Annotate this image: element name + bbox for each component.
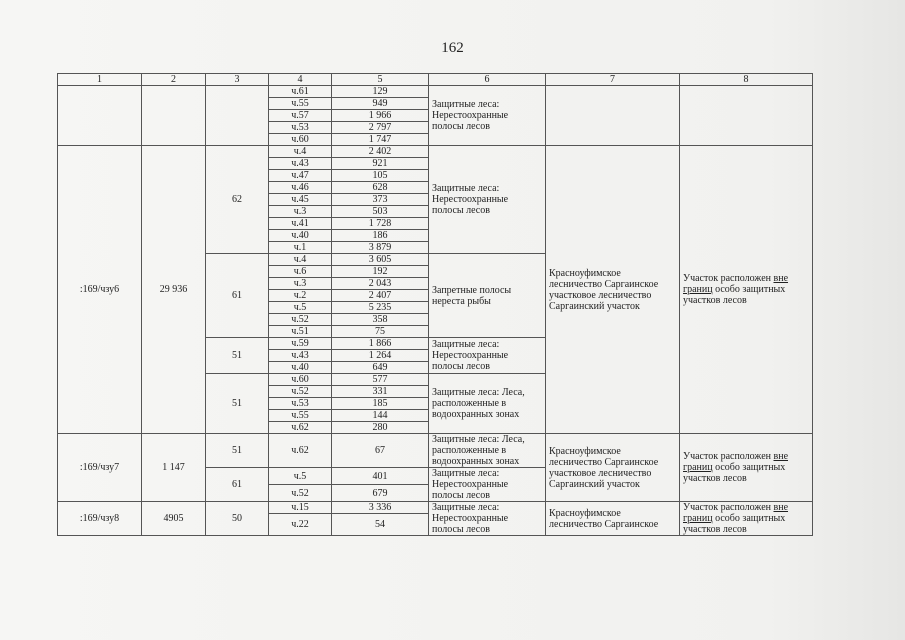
- col-header: 7: [546, 74, 680, 86]
- area-cell: 628: [332, 182, 429, 194]
- location-text: границ: [683, 462, 713, 473]
- area-cell: 185: [332, 398, 429, 410]
- category-cell: Защитные леса: Леса, расположенные в водоохранных зонах: [429, 374, 546, 434]
- header-row: [58, 74, 813, 86]
- category-cell: Защитные леса: Нерестоохранные полосы лесов: [429, 468, 546, 502]
- part-cell: ч.52: [269, 485, 332, 502]
- location-text: особо защитных участков лесов: [683, 513, 786, 535]
- part-cell: ч.1: [269, 242, 332, 254]
- part-cell: ч.22: [269, 514, 332, 536]
- area-cell: 192: [332, 266, 429, 278]
- area-cell: 373: [332, 194, 429, 206]
- category-cell: Защитные леса: Нерестоохранные полосы лесов: [429, 502, 546, 536]
- quarter-cell: 61: [206, 468, 269, 502]
- forestry-cell: Красноуфимское лесничество Саргаинское участковое лесничество Саргаинский участок: [546, 146, 680, 434]
- area-cell: 1 966: [332, 110, 429, 122]
- col-header: 6: [429, 74, 546, 86]
- area-cell: 503: [332, 206, 429, 218]
- table-row: [58, 146, 813, 158]
- col-header: 3: [206, 74, 269, 86]
- part-cell: ч.4: [269, 254, 332, 266]
- category-cell: Защитные леса: Нерестоохранные полосы лесов: [429, 338, 546, 374]
- area-cell: 67: [332, 434, 429, 468]
- area-cell: 921: [332, 158, 429, 170]
- location-text: вне: [773, 502, 789, 513]
- plot-area-cell: 4905: [142, 502, 206, 536]
- area-cell: 2 402: [332, 146, 429, 158]
- part-cell: ч.40: [269, 362, 332, 374]
- forestry-cell: Красноуфимское лесничество Саргаинское: [546, 502, 680, 536]
- location-cell: [680, 502, 813, 536]
- area-cell: 1 264: [332, 350, 429, 362]
- table-row: [58, 502, 813, 514]
- part-cell: ч.62: [269, 422, 332, 434]
- part-cell: ч.15: [269, 502, 332, 514]
- location-cell: [680, 434, 813, 502]
- area-cell: 1 728: [332, 218, 429, 230]
- part-cell: ч.53: [269, 398, 332, 410]
- table-row: [58, 86, 813, 98]
- area-cell: 649: [332, 362, 429, 374]
- forestry-cell: Красноуфимское лесничество Саргаинское участковое лесничество Саргаинский участок: [546, 434, 680, 502]
- plot-id-cell: :169/чзу6: [58, 146, 142, 434]
- part-cell: ч.2: [269, 290, 332, 302]
- part-cell: ч.5: [269, 468, 332, 485]
- area-cell: 1 866: [332, 338, 429, 350]
- plot-id-cell: :169/чзу8: [58, 502, 142, 536]
- area-cell: 1 747: [332, 134, 429, 146]
- col-header: 4: [269, 74, 332, 86]
- part-cell: ч.57: [269, 110, 332, 122]
- location-text: Участок расположен: [683, 273, 774, 284]
- area-cell: 75: [332, 326, 429, 338]
- part-cell: ч.59: [269, 338, 332, 350]
- area-cell: 679: [332, 485, 429, 502]
- area-cell: 3 336: [332, 502, 429, 514]
- part-cell: ч.60: [269, 374, 332, 386]
- quarter-cell: 51: [206, 338, 269, 374]
- location-text: вне: [773, 451, 789, 462]
- part-cell: ч.3: [269, 278, 332, 290]
- page-number: 162: [441, 40, 464, 56]
- quarter-cell: 61: [206, 254, 269, 338]
- part-cell: ч.55: [269, 98, 332, 110]
- plot-id-cell: [58, 86, 142, 146]
- quarter-cell: 51: [206, 374, 269, 434]
- col-header: 8: [680, 74, 813, 86]
- category-cell: Защитные леса: Нерестоохранные полосы лесов: [429, 146, 546, 254]
- col-header: 5: [332, 74, 429, 86]
- location-cell: [680, 86, 813, 146]
- part-cell: ч.4: [269, 146, 332, 158]
- forestry-cell: [546, 86, 680, 146]
- area-cell: 331: [332, 386, 429, 398]
- col-header: 2: [142, 74, 206, 86]
- part-cell: ч.52: [269, 386, 332, 398]
- part-cell: ч.55: [269, 410, 332, 422]
- area-cell: 358: [332, 314, 429, 326]
- location-text: особо защитных участков лесов: [683, 462, 786, 484]
- quarter-cell: 51: [206, 434, 269, 468]
- area-cell: 577: [332, 374, 429, 386]
- area-cell: 949: [332, 98, 429, 110]
- part-cell: ч.3: [269, 206, 332, 218]
- land-plots-table: [57, 73, 813, 536]
- area-cell: 105: [332, 170, 429, 182]
- plot-area-cell: [142, 86, 206, 146]
- area-cell: 2 797: [332, 122, 429, 134]
- plot-id-cell: :169/чзу7: [58, 434, 142, 502]
- part-cell: ч.43: [269, 350, 332, 362]
- area-cell: 144: [332, 410, 429, 422]
- part-cell: ч.40: [269, 230, 332, 242]
- col-header: 1: [58, 74, 142, 86]
- area-cell: 3 605: [332, 254, 429, 266]
- location-text: границ: [683, 284, 713, 295]
- part-cell: ч.52: [269, 314, 332, 326]
- quarter-cell: 62: [206, 146, 269, 254]
- plot-area-cell: 1 147: [142, 434, 206, 502]
- part-cell: ч.5: [269, 302, 332, 314]
- category-cell: Защитные леса: Леса, расположенные в водоохранных зонах: [429, 434, 546, 468]
- location-text: Участок расположен: [683, 451, 774, 462]
- area-cell: 401: [332, 468, 429, 485]
- part-cell: ч.53: [269, 122, 332, 134]
- area-cell: 280: [332, 422, 429, 434]
- category-cell: Запретные полосы нереста рыбы: [429, 254, 546, 338]
- part-cell: ч.62: [269, 434, 332, 468]
- category-cell: Защитные леса: Нерестоохранные полосы лесов: [429, 86, 546, 146]
- location-text: границ: [683, 513, 713, 524]
- plot-area-cell: 29 936: [142, 146, 206, 434]
- quarter-cell: [206, 86, 269, 146]
- location-text: вне: [773, 273, 789, 284]
- area-cell: 5 235: [332, 302, 429, 314]
- location-text: Участок расположен: [683, 502, 774, 513]
- part-cell: ч.60: [269, 134, 332, 146]
- part-cell: ч.6: [269, 266, 332, 278]
- part-cell: ч.45: [269, 194, 332, 206]
- location-text: особо защитных участков лесов: [683, 284, 786, 306]
- part-cell: ч.61: [269, 86, 332, 98]
- part-cell: ч.41: [269, 218, 332, 230]
- quarter-cell: 50: [206, 502, 269, 536]
- part-cell: ч.47: [269, 170, 332, 182]
- part-cell: ч.46: [269, 182, 332, 194]
- area-cell: 129: [332, 86, 429, 98]
- area-cell: 186: [332, 230, 429, 242]
- part-cell: ч.43: [269, 158, 332, 170]
- area-cell: 3 879: [332, 242, 429, 254]
- area-cell: 2 407: [332, 290, 429, 302]
- location-cell: [680, 146, 813, 434]
- part-cell: ч.51: [269, 326, 332, 338]
- area-cell: 2 043: [332, 278, 429, 290]
- area-cell: 54: [332, 514, 429, 536]
